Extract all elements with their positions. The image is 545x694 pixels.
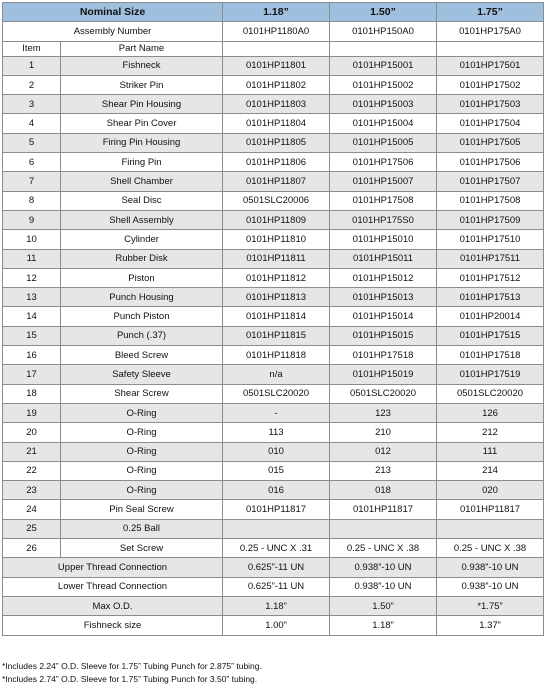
part-number-1-75: 0.25 - UNC X .38 (437, 539, 544, 558)
part-number-1-18: 0101HP11807 (223, 172, 330, 191)
table-row (3, 172, 544, 191)
footnotes (2, 660, 262, 686)
item-number: 20 (3, 423, 61, 442)
assembly-label: Assembly Number (3, 22, 223, 41)
part-name: Shear Screw (61, 384, 223, 403)
table-row (3, 384, 544, 403)
part-number-1-75: 0101HP17519 (437, 365, 544, 384)
header-row (3, 3, 544, 22)
spec-row (3, 616, 544, 635)
footnote-2: *Includes 2.74” O.D. Sleeve for 1.75” Tubing Punch for 3.50” tubing. (2, 674, 258, 684)
part-number-1-18: 0501SLC20006 (223, 191, 330, 210)
part-number-1-18: 0101HP11805 (223, 133, 330, 152)
part-name: O-Ring (61, 481, 223, 500)
part-number-1-50: 012 (330, 442, 437, 461)
part-name: Set Screw (61, 539, 223, 558)
part-name: Striker Pin (61, 75, 223, 94)
item-number: 6 (3, 153, 61, 172)
part-number-1-18: 010 (223, 442, 330, 461)
part-number-1-75: 111 (437, 442, 544, 461)
spec-row (3, 596, 544, 615)
part-number-1-75: 214 (437, 461, 544, 480)
part-number-1-75: 0101HP20014 (437, 307, 544, 326)
part-name: Bleed Screw (61, 346, 223, 365)
part-number-1-50: 0101HP17518 (330, 346, 437, 365)
item-number: 1 (3, 56, 61, 75)
item-number: 11 (3, 249, 61, 268)
part-number-1-50: 0101HP15012 (330, 268, 437, 287)
spec-value-1-75: 1.37” (437, 616, 544, 635)
part-name: Shell Assembly (61, 210, 223, 229)
part-number-1-18: 0101HP11809 (223, 210, 330, 229)
part-name: Firing Pin Housing (61, 133, 223, 152)
table-row (3, 365, 544, 384)
part-number-1-75: 0101HP17509 (437, 210, 544, 229)
part-number-1-18: 0101HP11803 (223, 95, 330, 114)
size-1-50: 1.50” (330, 3, 437, 22)
item-column-header: Item (3, 41, 61, 56)
spec-value-1-18: 1.18” (223, 596, 330, 615)
spec-value-1-50: 1.50” (330, 596, 437, 615)
spec-value-1-18: 0.625”-11 UN (223, 577, 330, 596)
spec-label: Upper Thread Connection (3, 558, 223, 577)
part-number-1-18: 0101HP11817 (223, 500, 330, 519)
part-number-1-18: 0101HP11802 (223, 75, 330, 94)
part-number-1-18: 0101HP11815 (223, 326, 330, 345)
part-number-1-50: 0101HP15004 (330, 114, 437, 133)
part-name: Rubber Disk (61, 249, 223, 268)
part-number-1-75: 0101HP17507 (437, 172, 544, 191)
table-row (3, 346, 544, 365)
item-number: 3 (3, 95, 61, 114)
part-number-1-50: 0101HP17508 (330, 191, 437, 210)
table-row (3, 210, 544, 229)
part-name: Shear Pin Cover (61, 114, 223, 133)
assembly-row (3, 22, 544, 41)
part-number-1-50: 0101HP15013 (330, 288, 437, 307)
part-number-1-50: 0101HP15005 (330, 133, 437, 152)
part-number-1-75: 212 (437, 423, 544, 442)
part-number-1-50: 0101HP15019 (330, 365, 437, 384)
spec-row (3, 577, 544, 596)
table-row (3, 423, 544, 442)
part-number-1-18: 015 (223, 461, 330, 480)
part-number-1-50: 0101HP15007 (330, 172, 437, 191)
spec-value-1-18: 1.00” (223, 616, 330, 635)
column-header-row (3, 41, 544, 56)
part-number-1-75: 0101HP17513 (437, 288, 544, 307)
part-name: Firing Pin (61, 153, 223, 172)
table-row (3, 133, 544, 152)
item-number: 25 (3, 519, 61, 538)
item-number: 14 (3, 307, 61, 326)
spec-value-1-75: *1.75” (437, 596, 544, 615)
footnote-1: *Includes 2.24” O.D. Sleeve for 1.75” Tubing Punch for 2.875” tubing. (2, 661, 262, 671)
part-name: Piston (61, 268, 223, 287)
part-name: Punch (.37) (61, 326, 223, 345)
part-number-1-50: 123 (330, 403, 437, 422)
item-number: 16 (3, 346, 61, 365)
part-number-1-75: 126 (437, 403, 544, 422)
table-row (3, 268, 544, 287)
item-number: 5 (3, 133, 61, 152)
table-row (3, 153, 544, 172)
part-number-1-18: - (223, 403, 330, 422)
item-number: 7 (3, 172, 61, 191)
part-number-1-50: 0101HP15015 (330, 326, 437, 345)
part-number-1-18: 0101HP11804 (223, 114, 330, 133)
part-number-1-50: 213 (330, 461, 437, 480)
assembly-number-1-75: 0101HP175A0 (437, 22, 544, 41)
blank-cell (223, 41, 330, 56)
table-row (3, 191, 544, 210)
item-number: 13 (3, 288, 61, 307)
table-row (3, 230, 544, 249)
part-number-1-50: 210 (330, 423, 437, 442)
table-row (3, 288, 544, 307)
part-number-1-75: 0501SLC20020 (437, 384, 544, 403)
item-number: 9 (3, 210, 61, 229)
part-number-1-18: 0501SLC20020 (223, 384, 330, 403)
part-number-1-50: 0101HP11817 (330, 500, 437, 519)
part-number-1-75: 0101HP17510 (437, 230, 544, 249)
part-name: O-Ring (61, 461, 223, 480)
part-name: Pin Seal Screw (61, 500, 223, 519)
part-name: Shear Pin Housing (61, 95, 223, 114)
part-name-column-header: Part Name (61, 41, 223, 56)
part-number-1-75: 0101HP17501 (437, 56, 544, 75)
part-number-1-50: 0101HP17506 (330, 153, 437, 172)
size-1-75: 1.75” (437, 3, 544, 22)
part-number-1-50: 0101HP15003 (330, 95, 437, 114)
part-number-1-18: 113 (223, 423, 330, 442)
item-number: 24 (3, 500, 61, 519)
spec-value-1-75: 0.938”-10 UN (437, 558, 544, 577)
part-name: O-Ring (61, 442, 223, 461)
table-row (3, 500, 544, 519)
item-number: 4 (3, 114, 61, 133)
part-number-1-50: 0101HP15001 (330, 56, 437, 75)
table-row (3, 114, 544, 133)
table-row (3, 461, 544, 480)
part-name: Shell Chamber (61, 172, 223, 191)
part-number-1-50: 018 (330, 481, 437, 500)
part-number-1-75 (437, 519, 544, 538)
part-number-1-50: 0101HP15010 (330, 230, 437, 249)
spec-label: Max O.D. (3, 596, 223, 615)
blank-cell (330, 41, 437, 56)
item-number: 17 (3, 365, 61, 384)
part-number-1-75: 0101HP17504 (437, 114, 544, 133)
part-name: O-Ring (61, 423, 223, 442)
part-name: 0.25 Ball (61, 519, 223, 538)
table-row (3, 481, 544, 500)
part-number-1-18 (223, 519, 330, 538)
part-name: Punch Housing (61, 288, 223, 307)
item-number: 23 (3, 481, 61, 500)
part-number-1-50: 0101HP15002 (330, 75, 437, 94)
item-number: 22 (3, 461, 61, 480)
part-number-1-75: 020 (437, 481, 544, 500)
part-number-1-75: 0101HP17511 (437, 249, 544, 268)
part-number-1-50: 0.25 - UNC X .38 (330, 539, 437, 558)
blank-cell (437, 41, 544, 56)
part-number-1-18: 0101HP11813 (223, 288, 330, 307)
item-number: 10 (3, 230, 61, 249)
item-number: 18 (3, 384, 61, 403)
table-row (3, 403, 544, 422)
part-name: Punch Piston (61, 307, 223, 326)
part-number-1-50: 0101HP15011 (330, 249, 437, 268)
table-row (3, 75, 544, 94)
item-number: 19 (3, 403, 61, 422)
item-number: 15 (3, 326, 61, 345)
part-number-1-18: 0101HP11811 (223, 249, 330, 268)
table-row (3, 249, 544, 268)
part-name: Fishneck (61, 56, 223, 75)
part-number-1-18: 0101HP11801 (223, 56, 330, 75)
part-number-1-18: 0101HP11810 (223, 230, 330, 249)
part-number-1-75: 0101HP17508 (437, 191, 544, 210)
table-row (3, 56, 544, 75)
table-row (3, 95, 544, 114)
item-number: 26 (3, 539, 61, 558)
parts-table (2, 2, 544, 636)
part-number-1-18: 0101HP11814 (223, 307, 330, 326)
spec-value-1-50: 0.938”-10 UN (330, 577, 437, 596)
spec-value-1-50: 0.938”-10 UN (330, 558, 437, 577)
table-row (3, 307, 544, 326)
part-number-1-18: 0101HP11806 (223, 153, 330, 172)
part-number-1-18: 0.25 - UNC X .31 (223, 539, 330, 558)
item-number: 21 (3, 442, 61, 461)
part-name: Seal Disc (61, 191, 223, 210)
part-number-1-75: 0101HP17506 (437, 153, 544, 172)
part-number-1-50: 0501SLC20020 (330, 384, 437, 403)
assembly-number-1-18: 0101HP1180A0 (223, 22, 330, 41)
spec-row (3, 558, 544, 577)
part-number-1-18: 0101HP11818 (223, 346, 330, 365)
table-row (3, 519, 544, 538)
part-name: Cylinder (61, 230, 223, 249)
part-number-1-75: 0101HP17503 (437, 95, 544, 114)
part-number-1-18: n/a (223, 365, 330, 384)
nominal-size-title: Nominal Size (3, 3, 223, 22)
item-number: 2 (3, 75, 61, 94)
item-number: 12 (3, 268, 61, 287)
part-number-1-50: 0101HP15014 (330, 307, 437, 326)
part-number-1-50 (330, 519, 437, 538)
part-number-1-75: 0101HP11817 (437, 500, 544, 519)
part-name: Safety Sleeve (61, 365, 223, 384)
spec-value-1-50: 1.18” (330, 616, 437, 635)
spec-label: Lower Thread Connection (3, 577, 223, 596)
table-row (3, 442, 544, 461)
part-number-1-75: 0101HP17512 (437, 268, 544, 287)
part-number-1-18: 016 (223, 481, 330, 500)
part-number-1-75: 0101HP17515 (437, 326, 544, 345)
size-1-18: 1.18” (223, 3, 330, 22)
table-row (3, 539, 544, 558)
spec-label: Fishneck size (3, 616, 223, 635)
part-number-1-75: 0101HP17518 (437, 346, 544, 365)
spec-value-1-75: 0.938”-10 UN (437, 577, 544, 596)
item-number: 8 (3, 191, 61, 210)
assembly-number-1-50: 0101HP150A0 (330, 22, 437, 41)
spec-value-1-18: 0.625”-11 UN (223, 558, 330, 577)
table-row (3, 326, 544, 345)
part-number-1-75: 0101HP17502 (437, 75, 544, 94)
part-number-1-50: 0101HP175S0 (330, 210, 437, 229)
part-name: O-Ring (61, 403, 223, 422)
part-number-1-75: 0101HP17505 (437, 133, 544, 152)
part-number-1-18: 0101HP11812 (223, 268, 330, 287)
